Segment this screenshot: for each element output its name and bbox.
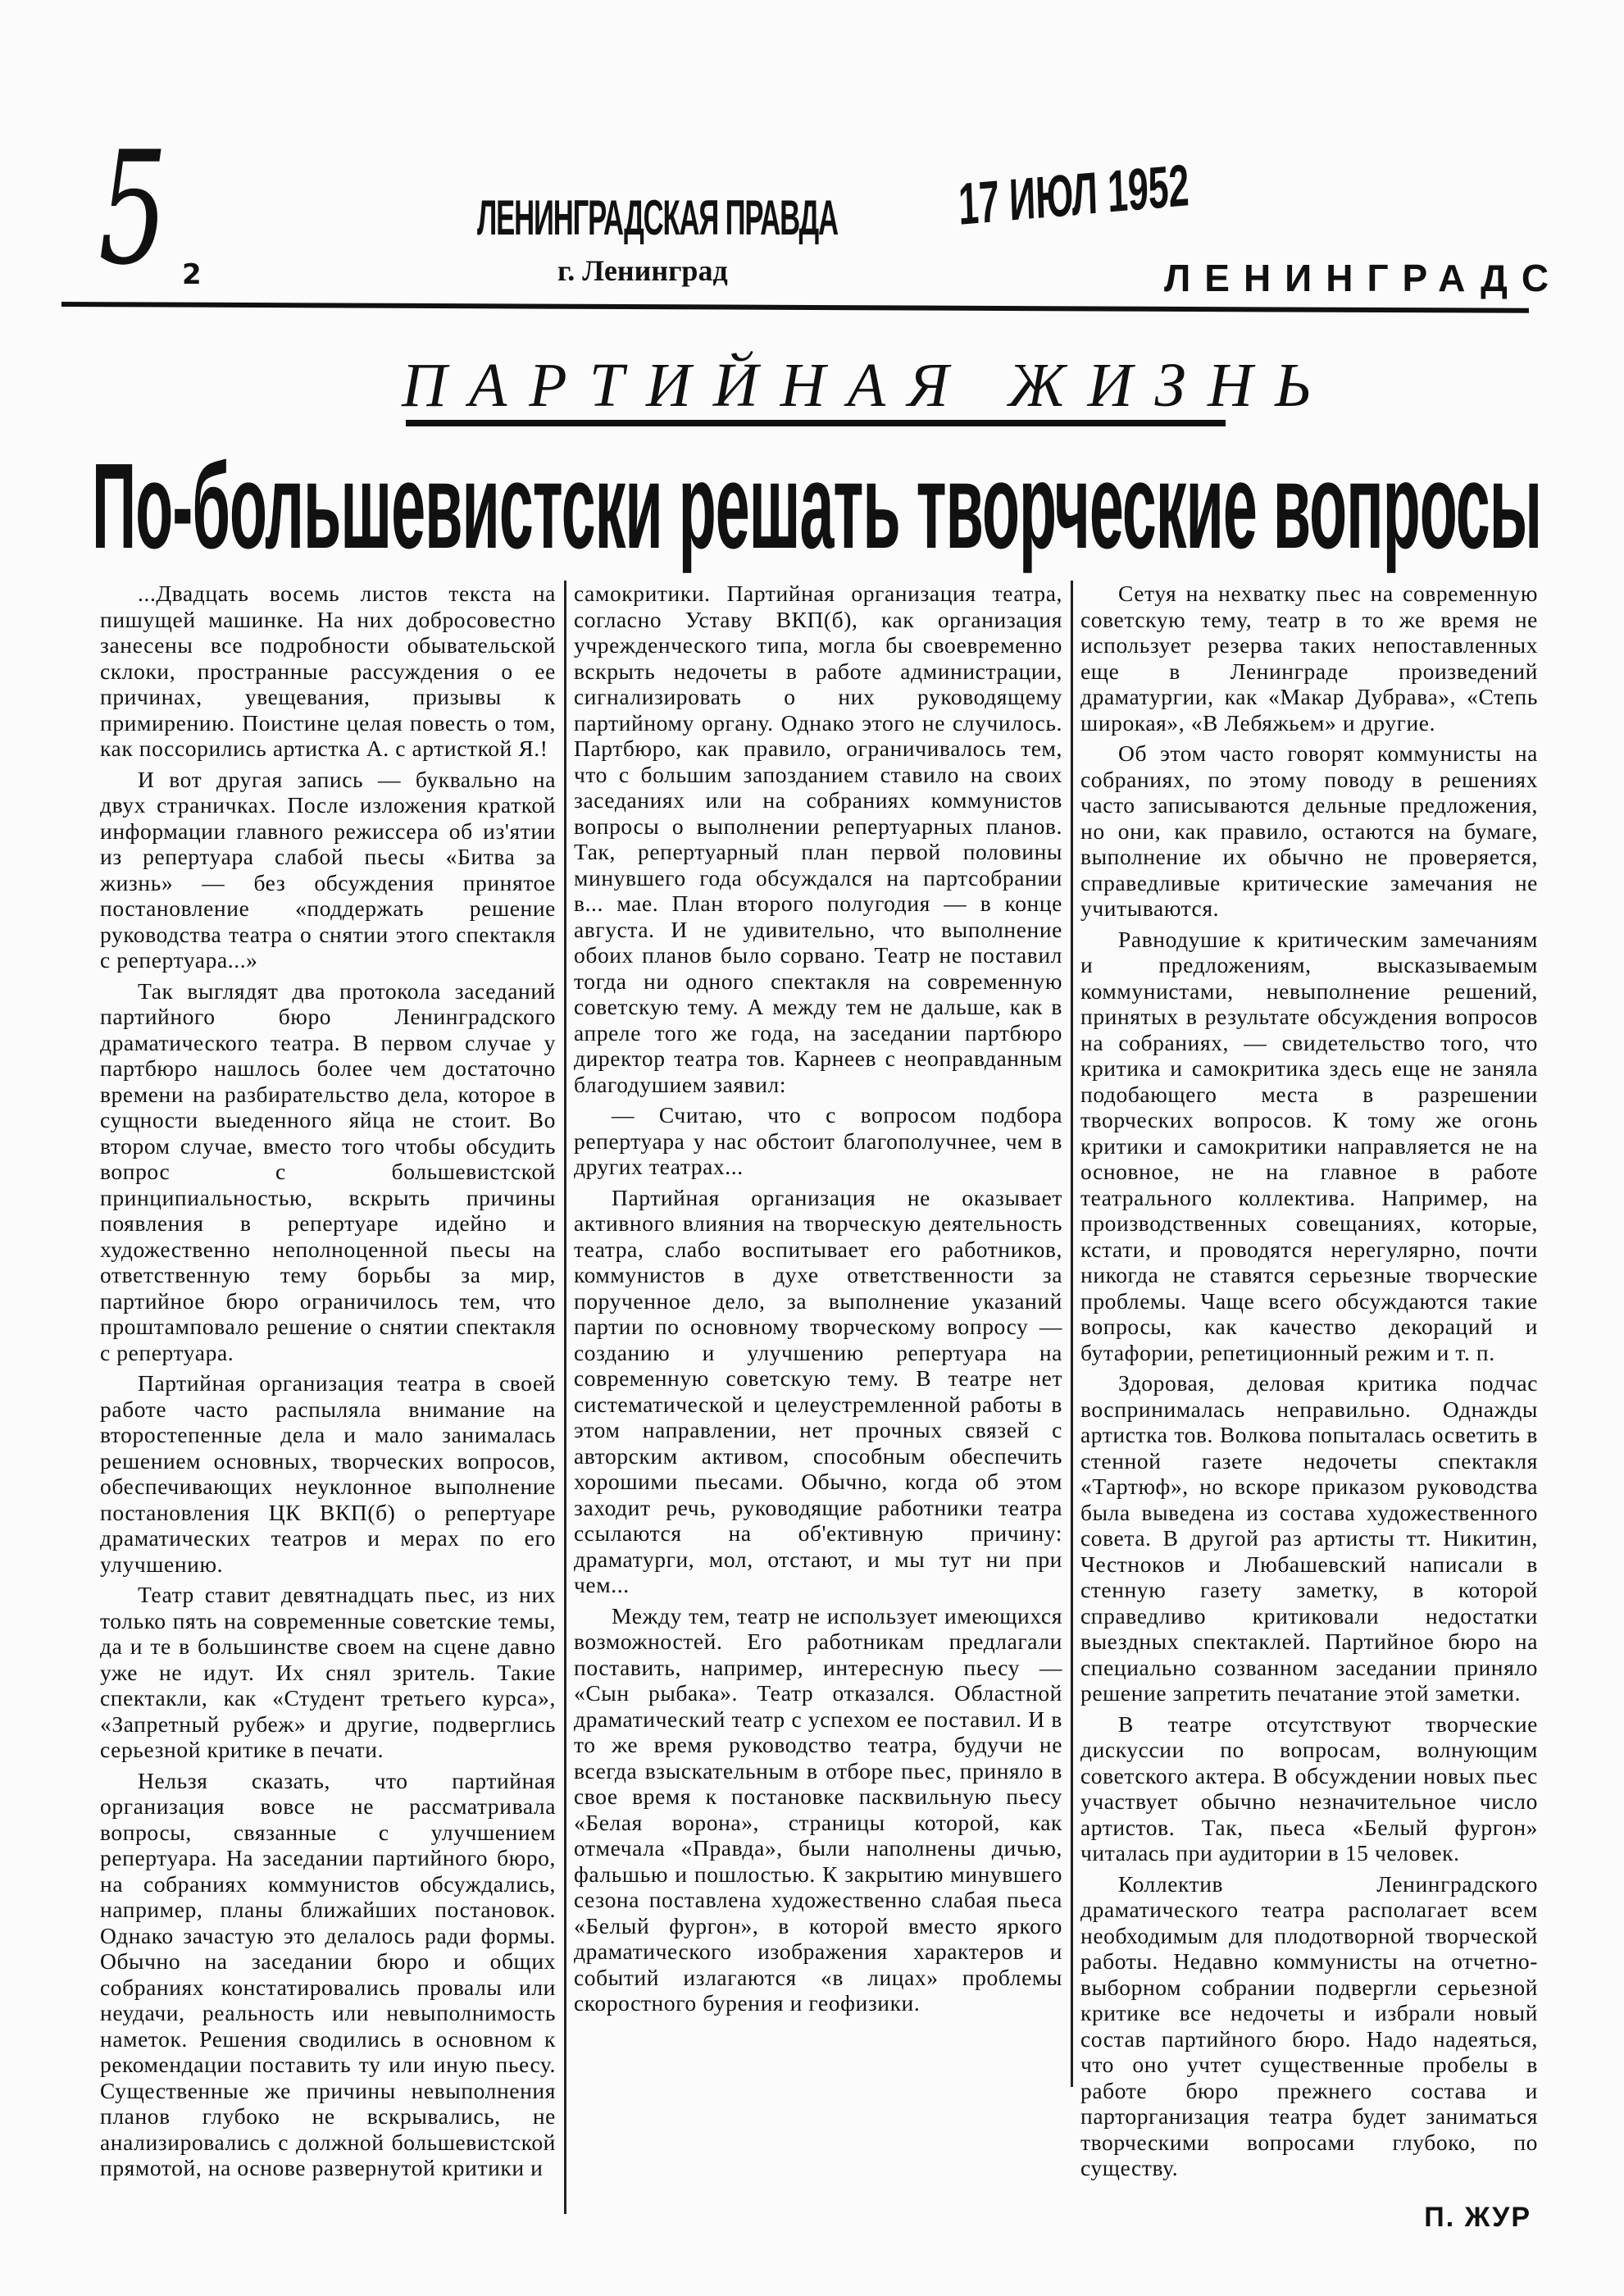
- paragraph: Нельзя сказать, что партийная организация вовсе не рассматривала вопросы, связанные с улучшением репертуара. На заседании партийного бюро, на собраниях коммунистов обсуждались, например, планы ближайших постановок. Однако зачастую это делалось ради формы. Обычно на заседании бюро и общих собраниях констатировались провалы или неудачи, реальность или невыполнимость наметок. Решения сводились в основном к рекомендации поставить ту или иную пьесу. Существенные же причины невыполнения планов глубоко не вскрывались, не анализировались с должной большевистской прямотой, на основе развернутой критики и: [100, 1767, 556, 2180]
- paragraph: Так выглядят два протокола заседаний партийного бюро Ленинградского драматического театра. В первом случае у партбюро нашлось более чем достаточно времени на разбирательство дела, которое в сущности выеденного яйца не стоит. Во втором случае, вместо того чтобы обсудить вопрос с большевистской принципиальностью, вскрыть причины появления в репертуаре идейно и художественно неполноценной пьесы на ответственную тему борьбы за мир, партийное бюро ограничилось тем, что проштамповало решение о снятии спектакля с репертуара.: [100, 977, 556, 1365]
- paragraph: Здоровая, деловая критика подчас воспринималась неправильно. Однажды артистка тов. Волкова попыталась осветить в стенной газете недочеты спектакля «Тартюф», но вскоре приказом руководства была выведена из состава художественного совета. В другой раз артисты тт. Никитин, Честноков и Любашевский написали в стенную газету заметку, в которой справедливо критиковали недостатки выездных спектаклей. Партийное бюро на специально созванном заседании приняло решение запретить печатание этой заметки.: [1080, 1370, 1538, 1706]
- article-column-2: [574, 581, 1062, 2021]
- column-divider: [564, 581, 566, 2214]
- paragraph: Партийная организация театра в своей работе часто распыляла внимание на второстепенные дела и мало занималась решением основных, творческих вопросов, обеспечивающих неуклонное выполнение постановления ЦК ВКП(б) о репертуаре драматических театров и мерах по его улучшению.: [100, 1370, 556, 1577]
- paragraph: Театр ставит девятнадцать пьес, из них только пять на современные советские темы, да и те в большинстве своем на сцене давно уже не идут. Их снял зритель. Такие спектакли, как «Студент третьего курса», «Запретный рубеж» и другие, подверглись серьезной критике в печати.: [100, 1582, 556, 1762]
- article-headline: По-большевистски решать творческие вопросы: [92, 439, 1542, 574]
- page-header-city: ЛЕНИНГРАДС: [1164, 257, 1563, 299]
- column-divider: [1071, 581, 1073, 2087]
- paragraph: В театре отсутствуют творческие дискуссии по вопросам, волнующим советского актера. В обсуждении новых пьес участвует обычно незначительное число артистов. Так, пьеса «Белый фургон» читалась при аудитории в 15 человек.: [1080, 1711, 1538, 1866]
- page-mark-subscript: 2: [182, 258, 202, 291]
- article-column-1: [100, 581, 556, 2186]
- paragraph: самокритики. Партийная организация театра, согласно Уставу ВКП(б), как организация учрежденческого типа, могла бы своевременно вскрыть недочеты в работе администрации, сигнализировать о них руководящему партийному органу. Однако этого не случилось. Партбюро, как правило, ограничивалось тем, что с большим запозданием ставило на своих заседаниях или на собраниях коммунистов вопросы о выполнении репертуарных планов. Так, репертуарный план первой половины минувшего года обсуждался на партсобрании в... мае. План второго полугодия — в конце августа. И не удивительно, что выполнение обоих планов было сорвано. Театр не поставил тогда ни одного спектакля на современную советскую тему. А между тем не дальше, как в апреле того же года, на заседании партбюро директор театра тов. Карнеев с неоправданным благодушием заявил:: [574, 581, 1062, 1097]
- article-column-3: [1080, 581, 1538, 2234]
- paragraph: — Считаю, что с вопросом подбора репертуара у нас обстоит благополучнее, чем в других театрах...: [574, 1102, 1062, 1179]
- paragraph: Об этом часто говорят коммунисты на собраниях, по этому поводу в решениях часто записываются дельные предложения, но они, как правило, остаются на бумаге, выполнение их обычно не проверяется, справедливые критические замечания не учитываются.: [1080, 740, 1538, 921]
- author-signature: П. ЖУР: [1424, 2201, 1531, 2233]
- date-stamp: 17 ИЮЛ 1952: [957, 153, 1190, 238]
- newspaper-stamp-title: ЛЕНИНГРАДСКАЯ ПРАВДА: [477, 190, 838, 245]
- paragraph: И вот другая запись — буквально на двух страничках. После изложения краткой информации главного режиссера об из'ятии из репертуара слабой пьесы «Битва за жизнь» — без обсуждения принятое постановление «поддержать решение руководства театра о снятии этого спектакля с репертуара...»: [100, 766, 556, 973]
- paragraph: Сетуя на нехватку пьес на современную советскую тему, театр в то же время не использует резерва таких непоставленных еще в Ленинграде произведений драматургии, как «Макар Дубрава», «Степь широкая», «В Лебяжьем» и другие.: [1080, 581, 1538, 736]
- paragraph: Коллектив Ленинградского драматического театра располагает всем необходимым для плодотворной творческой работы. Недавно коммунисты на отчетно-выборном собрании подвергли серьезной критике все недочеты и избрали новый состав партийного бюро. Надо надеяться, что оно учтет существенные пробелы в работе бюро прежнего состава и парторганизация театра будет заниматься творческими вопросами глубоко, по существу.: [1080, 1870, 1538, 2180]
- handwritten-page-mark: 5: [98, 118, 168, 299]
- rubric-title: ПАРТИЙНАЯ ЖИЗНЬ: [402, 351, 1334, 420]
- rubric-underline: [406, 420, 1226, 426]
- header-rule: [61, 302, 1529, 313]
- paragraph: Равнодушие к критическим замечаниям и предложениям, высказываемым коммунистами, невыполнение решений, принятых в результате обсуждения вопросов на собраниях, — свидетельство того, что критика и самокритика здесь еще не заняла подобающего места в разрешении творческих вопросов. К тому же огонь критики и самокритики направляется не на основное, не на главное в работе театрального коллектива. Например, на производственных совещаниях, которые, кстати, и проводятся нерегулярно, почти никогда не ставятся серьезные творческие проблемы. Чаще всего обсуждаются такие вопросы, как качество декораций и бутафории, репетиционный режим и т. п.: [1080, 926, 1538, 1365]
- newspaper-stamp-city: г. Ленинград: [557, 254, 728, 287]
- paragraph: ...Двадцать восемь листов текста на пишущей машинке. На них добросовестно занесены все подробности обывательской склоки, пространные рассуждения о ее причинах, увещевания, призывы к примирению. Поистине целая повесть о том, как поссорились артистка А. с артисткой Я.!: [100, 581, 556, 761]
- paragraph: Партийная организация не оказывает активного влияния на творческую деятельность театра, слабо воспитывает его работников, коммунистов в духе ответственности за порученное дело, за выполнение указаний партии по основному творческому вопросу — созданию и улучшению репертуара на современную советскую тему. В театре нет систематической и целеустремленной работы в этом направлении, нет прочных связей с авторским активом, способным обеспечить хорошими пьесами. Обычно, когда об этом заходит речь, руководящие работники театра ссылаются на об'ективную причину: драматурги, мол, отстают, и мы тут ни при чем...: [574, 1184, 1062, 1597]
- paragraph: Между тем, театр не использует имеющихся возможностей. Его работникам предлагали поставить, например, интересную пьесу — «Сын рыбака». Театр отказался. Областной драматический театр с успехом ее поставил. И в то же время руководство театра, будучи не всегда взыскательным в отборе пьес, приняло в свое время к постановке пасквильную пьесу «Белая ворона», страницы которой, как отмечала «Правда», были наполнены дичью, фальшью и пошлостью. К закрытию минувшего сезона поставлена художественно слабая пьеса «Белый фургон», в которой вместо яркого драматического изображения характеров и событий излагаются «в лицах» проблемы скоростного бурения и геофизики.: [574, 1602, 1062, 2016]
